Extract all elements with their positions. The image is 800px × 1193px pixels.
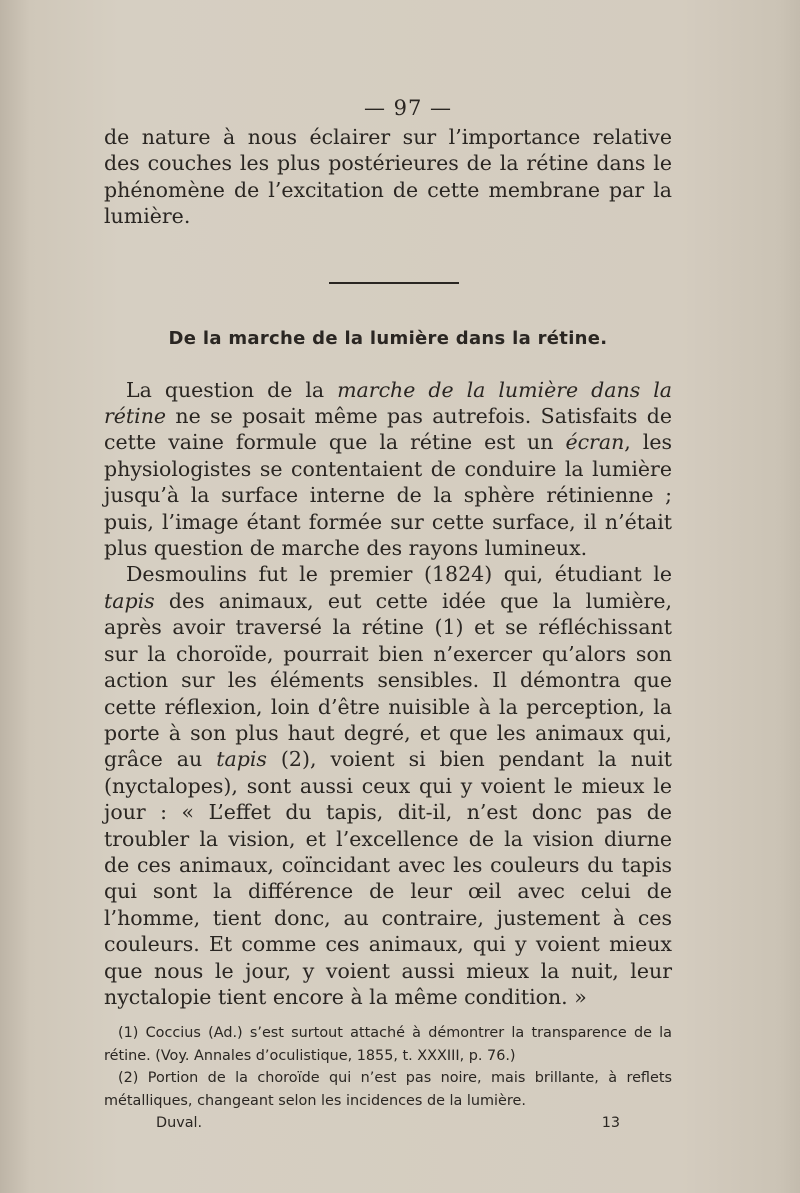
paragraph-desmoulins-text-3: (2), voient si bien pendant la nuit (nyctalopes), sont aussi ceux qui y voient le mieux le jour : « L’effet du tapis, dit-il, n’est donc pas de troubler la vision, et l’excellence de la vision diurne de ces animaux, coïncidant avec les couleurs du tapis qui sont la différence de leur œil avec celui de l’homme, tient donc, au contraire, justement à ces couleurs. Et comme ces animaux, qui y voient mieux que nous le jour, y voient aussi mieux la nuit, leur nyctalopie tient encore à la même condition. »: [104, 747, 672, 1009]
paragraph-question-text-2: ne se posait même pas autrefois. Satisfaits de cette vaine formule que la rétine est un: [104, 404, 672, 455]
signature-line: [104, 1112, 672, 1134]
text-block: [104, 96, 672, 1134]
paragraph-desmoulins-italic-1: tapis: [104, 588, 155, 613]
signature-author: Duval.: [156, 1115, 203, 1131]
paragraph-question-text-1: La question de la: [126, 377, 338, 402]
paragraph-question-italic-1: marche de la lumière dans la rétine: [104, 377, 672, 429]
intro-paragraph: de nature à nous éclairer sur l’importance relative des couches les plus postérieures de la rétine dans le phénomène de l’excitation de cette membrane par la lumière.: [104, 125, 672, 229]
paragraph-desmoulins-text-1: Desmoulins fut le premier (1824) qui, étudiant le: [126, 562, 672, 587]
footnotes: [104, 1022, 672, 1112]
paragraph-desmoulins-italic-2: tapis: [216, 747, 267, 772]
paragraph-question-italic-2: écran: [565, 430, 625, 455]
paragraph-desmoulins-text-2: des animaux, eut cette idée que la lumière, après avoir traversé la rétine (1) et se réfléchissant sur la choroïde, pourrait bien n’exercer qu’alors son action sur les éléments sensibles. Il démontra que cette réflexion, loin d’être nuisible à la perception, la porte à son plus haut degré, et que les animaux qui, grâce au: [104, 588, 672, 772]
paragraph-question: [104, 377, 672, 562]
section-title: De la marche de la lumière dans la rétine.: [168, 327, 608, 349]
paragraph-question-text-3: , les physiologistes se contentaient de conduire la lumière jusqu’à la surface interne de la sphère rétinienne ; puis, l’image étant formée sur cette surface, il n’était plus question de marche des rayons lumineux.: [104, 430, 672, 561]
section-divider: [329, 282, 459, 284]
paragraph-desmoulins: [104, 561, 672, 1010]
section-body: [104, 377, 672, 1011]
footnote-2: (2) Portion de la choroïde qui n’est pas noire, mais brillante, à reflets métalliques, changeant selon les incidences de la lumière.: [104, 1070, 672, 1109]
footnote-1: (1) Coccius (Ad.) s’est surtout attaché à démontrer la transparence de la rétine. (Voy. Annales d’oculistique, 1855, t. XXXIII, p. 76.): [104, 1025, 672, 1064]
page-number: — 97 —: [363, 96, 453, 120]
signature-sheet-number: 13: [601, 1115, 620, 1131]
